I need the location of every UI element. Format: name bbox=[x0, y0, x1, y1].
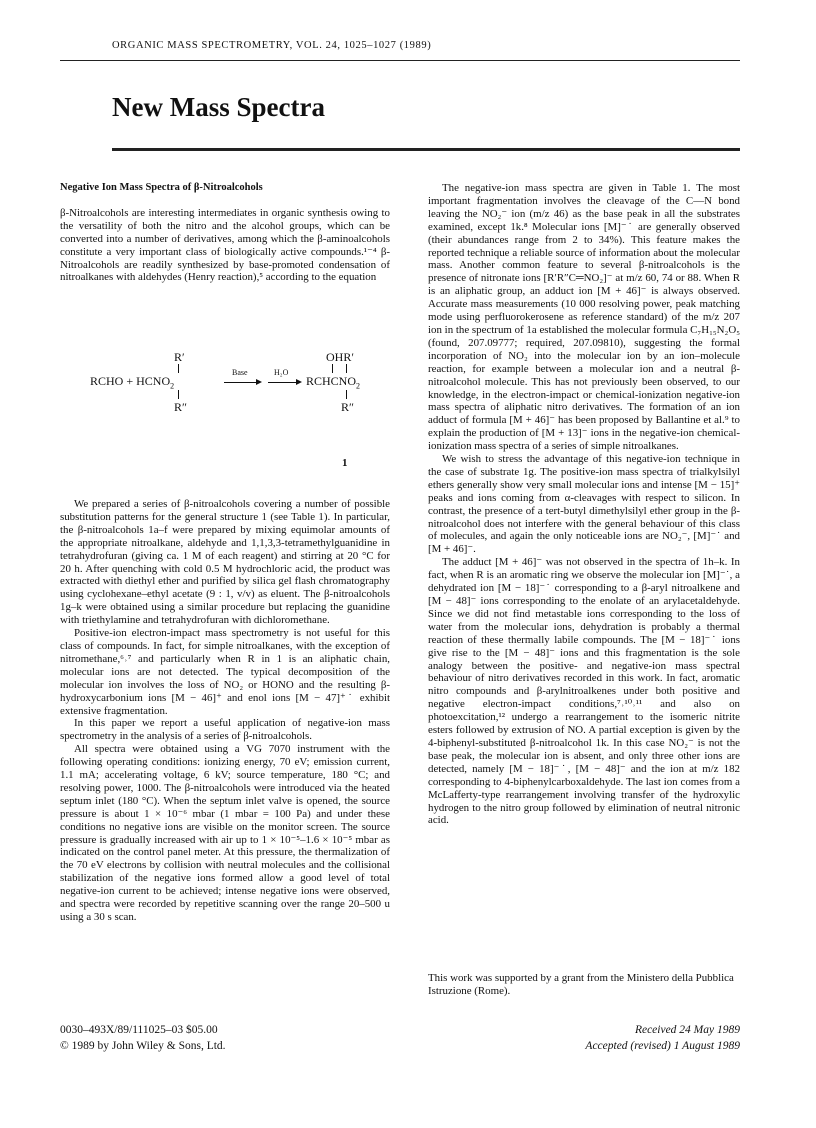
eq-r-prime: R′ bbox=[174, 350, 185, 364]
eq-prod-bond-1 bbox=[332, 364, 333, 373]
eq-arrow-2 bbox=[268, 382, 300, 383]
eq-prod-bond-2 bbox=[346, 364, 347, 373]
eq-arrow1-label: Base bbox=[232, 368, 248, 377]
eq-prod-bond-3 bbox=[346, 390, 347, 399]
footer-right bbox=[540, 1022, 740, 1054]
paragraph: We wish to stress the advantage of this negative-ion technique in the case of substrate 1g. The positive-ion mass spectra of trialkylsilyl ethers generally show very small molecular ions and intense [M − 15]⁺ peaks and ions coming from α-cleavages with respect to silicon. In contrast, the presence of a tert-butyl dimethylsilyl ether group in the β-nitroalcohol does not interfere with the general behaviour of this class of molecules, and again the only noticeable ions are NO₂⁻, [M]⁻˙ and [M + 46]⁻. bbox=[428, 453, 740, 556]
intro-paragraph: β-Nitroalcohols are interesting intermediates in organic synthesis owing to the versatility of both the nitro and the alcohol groups, which can be converted into a number of derivatives, among which the β-aminoalcohols constitute a very important class of biologically active compounds.¹⁻⁴ β-Nitroalcohols are readily synthesized by base-promoted condensation of nitroalkanes with aldehydes (Henry reaction),⁵ according to the equation bbox=[60, 206, 390, 284]
eq-bond-top bbox=[178, 364, 179, 373]
paragraph: All spectra were obtained using a VG 7070 instrument with the following operating conditions: ionizing energy, 70 eV; emission current, 1.1 mA; accelerating voltage, 6 kV; source temperature, 180 °C; and resolving power, 1000. The β-nitroalcohols were introduced via the heated septum inlet (180 °C). When the septum inlet valve is opened, the source pressure is about 1 × 10⁻⁶ mbar (1 mbar = 100 Pa) and under these conditions no negative ions are visible on the monitor screen. The source pressure is gradually increased with air up to 1 × 10⁻⁵–1.6 × 10⁻⁵ mbar as indicated on the control panel meter. At this pressure, the thermalization of the 70 eV electrons by collision with neutral molecules and the collisional stabilization of the negative ions formed allow a good level of total negative-ion current to be achieved; intense negative ions were observed, and spectra were recorded by repetitive scanning over the range 20–500 u using a 30 s scan. bbox=[60, 743, 390, 923]
eq-reactant: RCHO + $HCNO_2$ bbox=[90, 374, 175, 391]
left-column-top bbox=[60, 182, 390, 284]
paragraph: The adduct [M + 46]⁻ was not observed in the spectra of 1h–k. In fact, when R is an aromatic ring we observe the molecular ion [M]⁻˙, a dehydrated ion [M − 18]⁻˙ corresponding to a β-aryl nitroalkene and [M − 48]⁻ ions corresponding to the enolate of an arylacetaldehyde. Since we did not find metastable ions corresponding to the loss of water from the molecular ions, dehydration is probably a thermal reaction of these thermally labile compounds. The [M − 18]⁻˙ ions give rise to the [M − 48]⁻ ions and this fragmentation is the sole analogy between the positive- and negative-ion mass spectral behaviour of nitro derivatives recorded in this work. In fact, aromatic nitro compounds and β-arylnitroalkenes under both positive and negative electron-impact conditions,⁷˒¹⁰˒¹¹ and also on photoexcitation,¹² undergo a rearrangement to the isomeric nitrite esters followed by extrusion of NO. A partial exception is given by the 4-biphenyl-substituted β-nitroalcohol 1k. In this case NO₂⁻ is not the base peak, the molecular ion is absent, and only three other ions are detected, namely [M − 18]⁻˙, [M − 48]⁻ and the ion at m/z 182 corresponding to 4-biphenylcarboxaldehyde. The last ion comes from a McLafferty-type rearrangement involving transfer of the hydroxylic hydrogen to the nitro group followed by elimination of neutral nitronic acid. bbox=[428, 556, 740, 827]
eq-arrow-1 bbox=[224, 382, 260, 383]
eq-arrow2-label: H₂O bbox=[274, 368, 289, 377]
paragraph: Positive-ion electron-impact mass spectrometry is not useful for this class of compounds. In fact, for simple nitroalkanes, with the exception of nitromethane,⁶˒⁷ and particularly when R in 1 is an aliphatic chain, molecular ions are not detected. The typical decomposition of the molecular ion involves the loss of NO₂ or HONO and the resulting β-hydroxycarbonium ions [M − 46]⁺ and enol ions [M − 47]⁺˙ exhibit extensive fragmentation. bbox=[60, 627, 390, 717]
paragraph: In this paper we report a useful application of negative-ion mass spectrometry in the analysis of a series of β-nitroalcohols. bbox=[60, 717, 390, 743]
top-rule bbox=[60, 60, 740, 61]
henry-reaction-equation bbox=[90, 350, 380, 470]
eq-r-dprime: R″ bbox=[174, 400, 188, 414]
footer-left bbox=[60, 1022, 226, 1054]
eq-product: $RCHCNO_2$ bbox=[306, 374, 361, 391]
right-column bbox=[428, 182, 740, 827]
running-head: ORGANIC MASS SPECTROMETRY, VOL. 24, 1025–1027 (1989) bbox=[112, 40, 432, 51]
title-rule bbox=[112, 148, 740, 151]
acknowledgement: This work was supported by a grant from the Ministero della Pubblica Istruzione (Rome). bbox=[428, 972, 734, 997]
eq-compound-number: 1 bbox=[342, 457, 348, 469]
received-date: Received 24 May 1989 bbox=[634, 1024, 740, 1036]
paragraph: We prepared a series of β-nitroalcohols covering a number of possible substitution patterns for the general structure 1 (see Table 1). In particular, the β-nitroalcohols 1a–f were prepared by mixing equimolar amounts of the appropriate nitroalkane, aldehyde and 1,1,3,3-tetramethylguanidine in tetrahydrofuran (giving ca. 1 M of each reagent) and stirring at 20 °C for 20 h. After quenching with cold 0.5 M hydrochloric acid, the product was extracted with diethyl ether and purified by silica gel flash chromatography using cyclohexane–ethyl acetate (9 : 1, v/v) as eluent. The β-nitroalcohols 1g–k were obtained using a similar procedure but replacing the guanidine with triethylamine and tetrahydrofuran with dichloromethane. bbox=[60, 498, 390, 627]
eq-product-r-dprime: R″ bbox=[341, 400, 355, 414]
eq-bond-bottom bbox=[178, 390, 179, 399]
left-column-bottom bbox=[60, 498, 390, 924]
accepted-date: Accepted (revised) 1 August 1989 bbox=[585, 1040, 740, 1052]
eq-product-oh: OHR′ bbox=[326, 350, 354, 364]
issn-line: 0030–493X/89/111025–03 $05.00 bbox=[60, 1024, 218, 1036]
page-title: New Mass Spectra bbox=[112, 92, 325, 122]
section-heading: Negative Ion Mass Spectra of β-Nitroalcohols bbox=[60, 182, 263, 193]
paragraph: The negative-ion mass spectra are given in Table 1. The most important fragmentation involves the cleavage of the C—N bond leaving the NO₂⁻ ion (m/z 46) as the base peak in all the substrates examined, except 1k.⁸ Molecular ions [M]⁻˙ are generally observed (their abundances range from 2 to 34%). This feature makes the reported technique a reliable source of information about the molecular mass. Another common feature to several β-nitroalcohols is the presence of nitronate ions [R′R″C═NO₂]⁻ at m/z 60, 74 or 88. When R is an aliphatic group, an adduct ion [M + 46]⁻ is always observed. Accurate mass measurements (10 000 resolving power, peak matching mode using perfluorokerosene as reference standard) of the m/z 207 ion in the spectrum of 1a established the molecular formula C₇H₁₅N₂O₅ (found, 207.09777; required, 207.09810), suggesting the formal incorporation of NO₂ into the molecular ion by an ion–molecule reaction, for example between a molecular ion and a neutral β-nitroalcohol molecule. This has not previously been observed, to our knowledge, in the electron-impact or chemical-ionization negative-ion mass spectra of aliphatic nitro derivatives. The formation of an ion adduct of formula [M + 46]⁻ has been proposed by Ballantine et al.⁹ to explain the production of [M + 13]⁻ ions in the negative-ion chemical-ionization mass spectra of a series of simple nitroalkanes. bbox=[428, 182, 740, 453]
copyright-line: © 1989 by John Wiley & Sons, Ltd. bbox=[60, 1040, 226, 1052]
